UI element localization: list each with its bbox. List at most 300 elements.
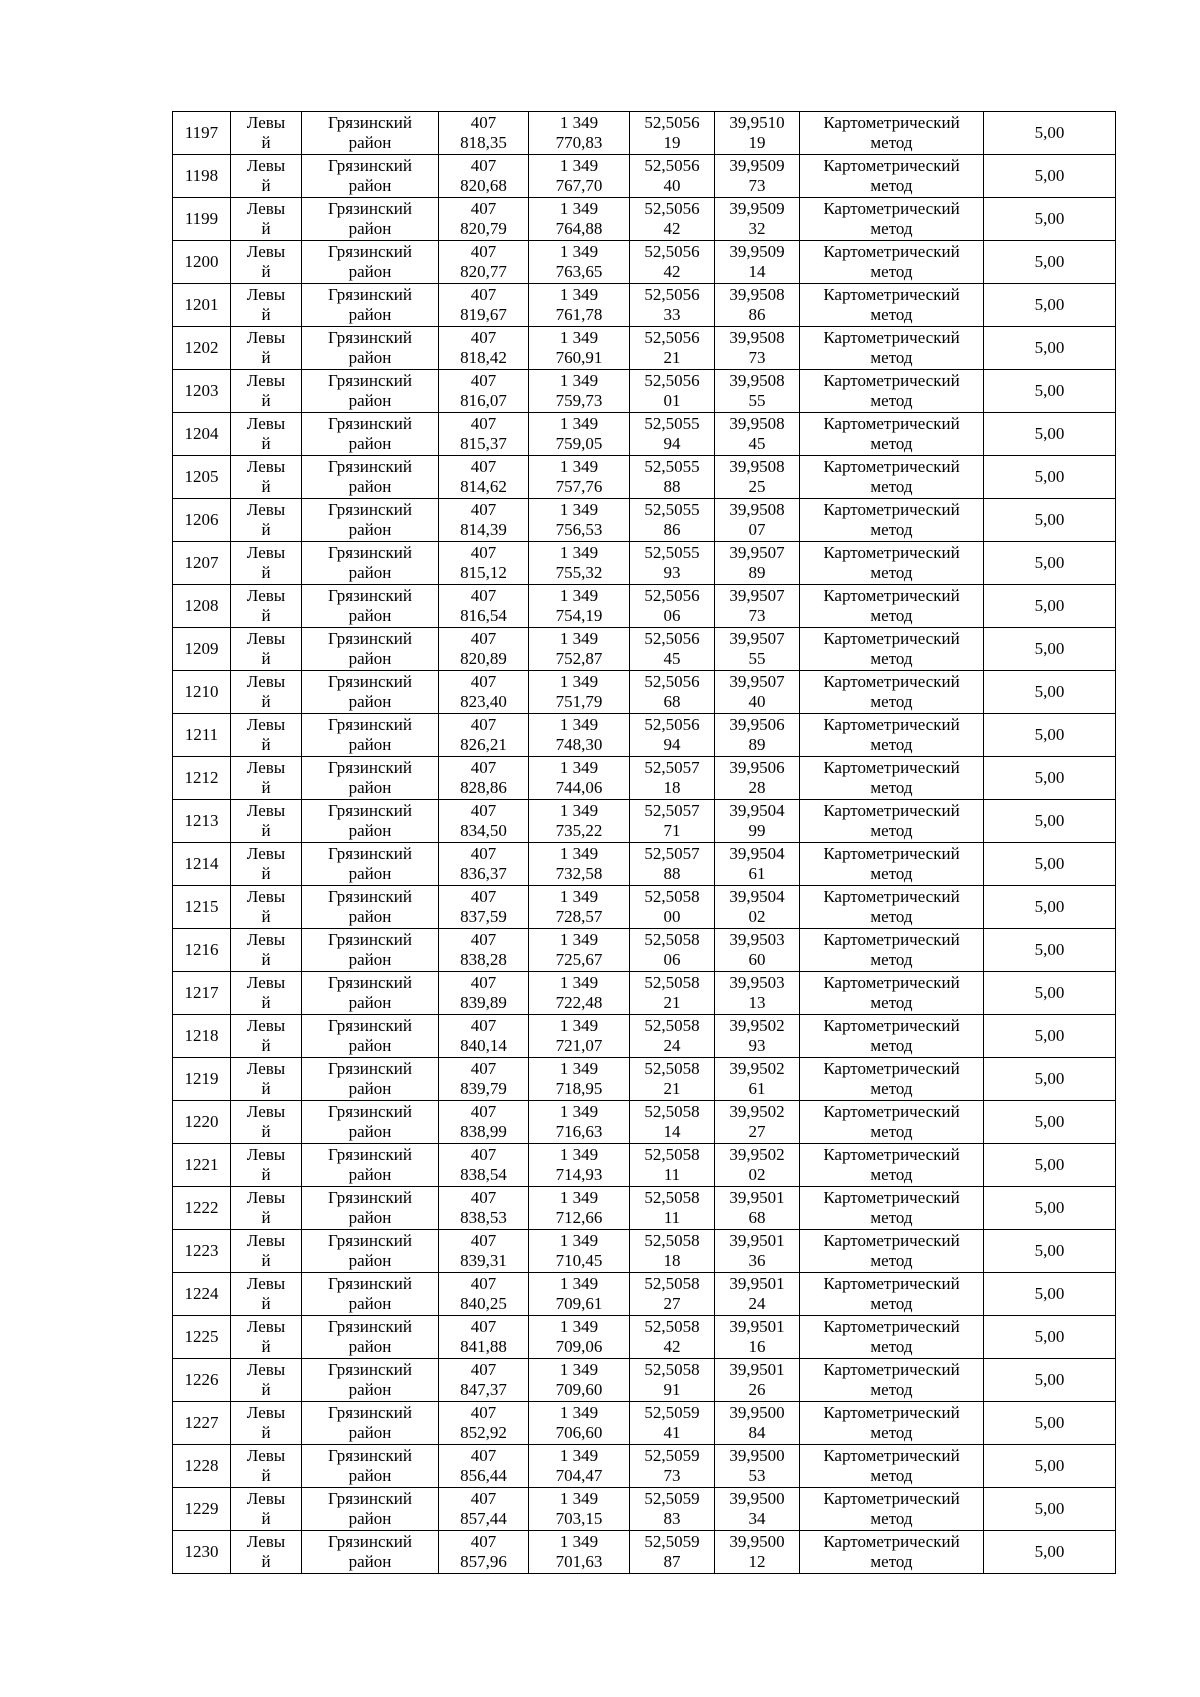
longitude-cell-line: 39,9501 — [729, 1274, 785, 1293]
longitude-cell-line: 86 — [748, 305, 766, 324]
longitude-cell — [715, 542, 800, 585]
longitude-cell — [715, 1101, 800, 1144]
x-coordinate-cell-line: 407 — [470, 1059, 497, 1078]
x-coordinate-cell-line: 407 — [470, 629, 497, 648]
longitude-cell-line: 02 — [748, 907, 766, 926]
x-coordinate-cell — [439, 1187, 529, 1230]
latitude-cell-line: 71 — [663, 821, 681, 840]
x-coordinate-cell — [439, 1402, 529, 1445]
longitude-cell-line: 68 — [748, 1208, 766, 1227]
y-coordinate-cell — [529, 413, 630, 456]
district-cell-line: район — [348, 133, 392, 152]
longitude-cell — [715, 241, 800, 284]
latitude-cell-line: 14 — [663, 1122, 681, 1141]
latitude-cell-line: 52,5056 — [644, 715, 700, 734]
y-coordinate-cell — [529, 886, 630, 929]
x-coordinate-cell-line: 407 — [470, 801, 497, 820]
x-coordinate-cell — [439, 929, 529, 972]
y-coordinate-cell-line: 1 349 — [559, 844, 599, 863]
y-coordinate-cell-line: 703,15 — [555, 1509, 603, 1528]
x-coordinate-cell — [439, 1015, 529, 1058]
latitude-cell-line: 87 — [663, 1552, 681, 1571]
method-cell-line: Картометрический — [823, 1403, 960, 1422]
bank-side-cell-line: Левы — [246, 1489, 286, 1508]
y-coordinate-cell-line: 709,60 — [555, 1380, 603, 1399]
latitude-cell-line: 52,5055 — [644, 543, 700, 562]
y-coordinate-cell — [529, 1187, 630, 1230]
x-coordinate-cell — [439, 714, 529, 757]
method-cell-line: метод — [870, 348, 913, 367]
method-cell-line: Картометрический — [823, 285, 960, 304]
x-coordinate-cell — [439, 972, 529, 1015]
x-coordinate-cell-line: 820,89 — [460, 649, 507, 668]
point-number-cell: 1217 — [173, 972, 231, 1015]
table-row — [173, 585, 1116, 628]
accuracy-cell: 5,00 — [984, 1316, 1116, 1359]
method-cell — [800, 671, 984, 714]
method-cell — [800, 1531, 984, 1574]
point-number-cell: 1209 — [173, 628, 231, 671]
x-coordinate-cell-line: 856,44 — [460, 1466, 507, 1485]
longitude-cell-line: 55 — [748, 649, 766, 668]
district-cell — [302, 1445, 439, 1488]
y-coordinate-cell-line: 1 349 — [559, 371, 599, 390]
district-cell-line: Грязинский — [328, 930, 412, 949]
method-cell-line: Картометрический — [823, 1489, 960, 1508]
y-coordinate-cell-line: 755,32 — [555, 563, 603, 582]
method-cell-line: метод — [870, 950, 913, 969]
bank-side-cell-line: Левы — [246, 1403, 286, 1422]
method-cell-line: метод — [870, 1552, 913, 1571]
method-cell-line: метод — [870, 1423, 913, 1442]
bank-side-cell-line: Левы — [246, 113, 286, 132]
longitude-cell-line: 39,9508 — [729, 500, 785, 519]
accuracy-cell: 5,00 — [984, 542, 1116, 585]
longitude-cell-line: 34 — [748, 1509, 766, 1528]
latitude-cell — [630, 1230, 715, 1273]
latitude-cell-line: 52,5058 — [644, 1145, 700, 1164]
method-cell-line: Картометрический — [823, 586, 960, 605]
longitude-cell-line: 13 — [748, 993, 766, 1012]
x-coordinate-cell — [439, 1531, 529, 1574]
bank-side-cell — [231, 972, 302, 1015]
table-row — [173, 155, 1116, 198]
district-cell-line: Грязинский — [328, 371, 412, 390]
accuracy-cell: 5,00 — [984, 1101, 1116, 1144]
table-row — [173, 327, 1116, 370]
longitude-cell — [715, 198, 800, 241]
y-coordinate-cell-line: 761,78 — [555, 305, 603, 324]
method-cell — [800, 628, 984, 671]
latitude-cell-line: 27 — [663, 1294, 681, 1313]
y-coordinate-cell-line: 1 349 — [559, 930, 599, 949]
longitude-cell-line: 24 — [748, 1294, 766, 1313]
district-cell — [302, 413, 439, 456]
latitude-cell-line: 88 — [663, 477, 681, 496]
accuracy-cell: 5,00 — [984, 714, 1116, 757]
table-row — [173, 413, 1116, 456]
accuracy-cell: 5,00 — [984, 585, 1116, 628]
latitude-cell-line: 68 — [663, 692, 681, 711]
accuracy-cell: 5,00 — [984, 284, 1116, 327]
x-coordinate-cell-line: 407 — [470, 973, 497, 992]
longitude-cell-line: 12 — [748, 1552, 766, 1571]
point-number-cell: 1214 — [173, 843, 231, 886]
bank-side-cell-line: й — [261, 864, 271, 883]
district-cell — [302, 628, 439, 671]
accuracy-cell: 5,00 — [984, 456, 1116, 499]
district-cell-line: район — [348, 735, 392, 754]
latitude-cell — [630, 1445, 715, 1488]
y-coordinate-cell — [529, 800, 630, 843]
x-coordinate-cell-line: 407 — [470, 1145, 497, 1164]
district-cell-line: Грязинский — [328, 113, 412, 132]
bank-side-cell-line: Левы — [246, 930, 286, 949]
method-cell-line: Картометрический — [823, 672, 960, 691]
x-coordinate-cell-line: 840,14 — [460, 1036, 507, 1055]
longitude-cell — [715, 1015, 800, 1058]
x-coordinate-cell-line: 407 — [470, 156, 497, 175]
district-cell-line: Грязинский — [328, 199, 412, 218]
x-coordinate-cell-line: 838,99 — [460, 1122, 507, 1141]
x-coordinate-cell-line: 839,79 — [460, 1079, 507, 1098]
x-coordinate-cell-line: 834,50 — [460, 821, 507, 840]
longitude-cell-line: 39,9508 — [729, 328, 785, 347]
bank-side-cell-line: й — [261, 563, 271, 582]
latitude-cell — [630, 112, 715, 155]
latitude-cell-line: 06 — [663, 950, 681, 969]
longitude-cell-line: 45 — [748, 434, 766, 453]
y-coordinate-cell-line: 1 349 — [559, 1360, 599, 1379]
latitude-cell-line: 52,5057 — [644, 758, 700, 777]
district-cell-line: Грязинский — [328, 1274, 412, 1293]
method-cell-line: Картометрический — [823, 328, 960, 347]
longitude-cell — [715, 800, 800, 843]
y-coordinate-cell-line: 1 349 — [559, 1059, 599, 1078]
point-number-cell: 1200 — [173, 241, 231, 284]
method-cell-line: метод — [870, 1122, 913, 1141]
method-cell — [800, 1230, 984, 1273]
longitude-cell — [715, 327, 800, 370]
district-cell-line: район — [348, 262, 392, 281]
latitude-cell — [630, 542, 715, 585]
point-number-cell: 1223 — [173, 1230, 231, 1273]
district-cell-line: район — [348, 1294, 392, 1313]
x-coordinate-cell-line: 407 — [470, 199, 497, 218]
y-coordinate-cell-line: 752,87 — [555, 649, 603, 668]
y-coordinate-cell — [529, 929, 630, 972]
bank-side-cell — [231, 499, 302, 542]
y-coordinate-cell-line: 748,30 — [555, 735, 603, 754]
y-coordinate-cell-line: 1 349 — [559, 1188, 599, 1207]
bank-side-cell-line: Левы — [246, 285, 286, 304]
x-coordinate-cell-line: 407 — [470, 1317, 497, 1336]
x-coordinate-cell-line: 836,37 — [460, 864, 507, 883]
y-coordinate-cell — [529, 370, 630, 413]
table-row — [173, 1273, 1116, 1316]
latitude-cell-line: 45 — [663, 649, 681, 668]
district-cell-line: район — [348, 821, 392, 840]
district-cell-line: Грязинский — [328, 586, 412, 605]
longitude-cell-line: 19 — [748, 133, 766, 152]
point-number-cell: 1197 — [173, 112, 231, 155]
longitude-cell — [715, 1230, 800, 1273]
method-cell-line: метод — [870, 434, 913, 453]
point-number-cell: 1225 — [173, 1316, 231, 1359]
method-cell-line: Картометрический — [823, 1317, 960, 1336]
table-row — [173, 757, 1116, 800]
x-coordinate-cell-line: 407 — [470, 1188, 497, 1207]
method-cell-line: Картометрический — [823, 543, 960, 562]
longitude-cell-line: 53 — [748, 1466, 766, 1485]
y-coordinate-cell — [529, 628, 630, 671]
longitude-cell-line: 39,9500 — [729, 1403, 785, 1422]
district-cell-line: Грязинский — [328, 414, 412, 433]
x-coordinate-cell — [439, 241, 529, 284]
method-cell-line: метод — [870, 1079, 913, 1098]
bank-side-cell-line: Левы — [246, 1317, 286, 1336]
accuracy-cell: 5,00 — [984, 1058, 1116, 1101]
district-cell — [302, 284, 439, 327]
method-cell — [800, 198, 984, 241]
bank-side-cell-line: й — [261, 1509, 271, 1528]
x-coordinate-cell-line: 814,62 — [460, 477, 507, 496]
method-cell-line: Картометрический — [823, 801, 960, 820]
y-coordinate-cell-line: 757,76 — [555, 477, 603, 496]
district-cell — [302, 198, 439, 241]
method-cell-line: метод — [870, 1337, 913, 1356]
table-row — [173, 1488, 1116, 1531]
y-coordinate-cell-line: 1 349 — [559, 1231, 599, 1250]
longitude-cell-line: 16 — [748, 1337, 766, 1356]
bank-side-cell-line: й — [261, 778, 271, 797]
method-cell — [800, 1101, 984, 1144]
district-cell — [302, 155, 439, 198]
district-cell-line: Грязинский — [328, 758, 412, 777]
district-cell-line: район — [348, 1165, 392, 1184]
longitude-cell-line: 39,9509 — [729, 242, 785, 261]
method-cell — [800, 327, 984, 370]
y-coordinate-cell-line: 1 349 — [559, 1145, 599, 1164]
bank-side-cell-line: Левы — [246, 715, 286, 734]
x-coordinate-cell — [439, 198, 529, 241]
latitude-cell — [630, 671, 715, 714]
x-coordinate-cell-line: 823,40 — [460, 692, 507, 711]
latitude-cell-line: 42 — [663, 219, 681, 238]
x-coordinate-cell — [439, 800, 529, 843]
latitude-cell — [630, 1144, 715, 1187]
longitude-cell — [715, 714, 800, 757]
district-cell — [302, 843, 439, 886]
point-number-cell: 1199 — [173, 198, 231, 241]
district-cell-line: район — [348, 606, 392, 625]
longitude-cell-line: 39,9506 — [729, 758, 785, 777]
y-coordinate-cell — [529, 112, 630, 155]
y-coordinate-cell-line: 721,07 — [555, 1036, 603, 1055]
longitude-cell — [715, 413, 800, 456]
table-row — [173, 241, 1116, 284]
bank-side-cell-line: й — [261, 907, 271, 926]
latitude-cell — [630, 1058, 715, 1101]
y-coordinate-cell-line: 767,70 — [555, 176, 603, 195]
latitude-cell-line: 21 — [663, 1079, 681, 1098]
accuracy-cell: 5,00 — [984, 155, 1116, 198]
bank-side-cell-line: й — [261, 348, 271, 367]
bank-side-cell — [231, 585, 302, 628]
accuracy-cell: 5,00 — [984, 1230, 1116, 1273]
bank-side-cell-line: Левы — [246, 242, 286, 261]
bank-side-cell-line: Левы — [246, 1360, 286, 1379]
x-coordinate-cell-line: 407 — [470, 500, 497, 519]
accuracy-cell: 5,00 — [984, 499, 1116, 542]
x-coordinate-cell — [439, 1488, 529, 1531]
longitude-cell-line: 39,9502 — [729, 1102, 785, 1121]
y-coordinate-cell-line: 712,66 — [555, 1208, 603, 1227]
latitude-cell-line: 01 — [663, 391, 681, 410]
x-coordinate-cell-line: 820,68 — [460, 176, 507, 195]
y-coordinate-cell — [529, 241, 630, 284]
district-cell-line: район — [348, 950, 392, 969]
district-cell-line: Грязинский — [328, 1188, 412, 1207]
method-cell — [800, 241, 984, 284]
y-coordinate-cell-line: 706,60 — [555, 1423, 603, 1442]
bank-side-cell-line: Левы — [246, 1188, 286, 1207]
district-cell-line: Грязинский — [328, 156, 412, 175]
x-coordinate-cell-line: 407 — [470, 285, 497, 304]
x-coordinate-cell-line: 841,88 — [460, 1337, 507, 1356]
table-row — [173, 843, 1116, 886]
method-cell-line: Картометрический — [823, 414, 960, 433]
bank-side-cell — [231, 112, 302, 155]
point-number-cell: 1208 — [173, 585, 231, 628]
latitude-cell-line: 19 — [663, 133, 681, 152]
longitude-cell-line: 60 — [748, 950, 766, 969]
method-cell-line: Картометрический — [823, 1188, 960, 1207]
district-cell-line: район — [348, 305, 392, 324]
y-coordinate-cell — [529, 327, 630, 370]
bank-side-cell — [231, 1445, 302, 1488]
district-cell — [302, 1402, 439, 1445]
x-coordinate-cell-line: 820,79 — [460, 219, 507, 238]
district-cell-line: Грязинский — [328, 1446, 412, 1465]
y-coordinate-cell — [529, 757, 630, 800]
longitude-cell-line: 99 — [748, 821, 766, 840]
district-cell-line: Грязинский — [328, 715, 412, 734]
x-coordinate-cell-line: 407 — [470, 1016, 497, 1035]
latitude-cell-line: 52,5058 — [644, 1317, 700, 1336]
district-cell — [302, 886, 439, 929]
district-cell-line: Грязинский — [328, 543, 412, 562]
y-coordinate-cell-line: 1 349 — [559, 1274, 599, 1293]
bank-side-cell-line: й — [261, 391, 271, 410]
district-cell-line: район — [348, 520, 392, 539]
x-coordinate-cell — [439, 628, 529, 671]
bank-side-cell-line: й — [261, 649, 271, 668]
x-coordinate-cell — [439, 1359, 529, 1402]
bank-side-cell — [231, 757, 302, 800]
x-coordinate-cell — [439, 1144, 529, 1187]
latitude-cell — [630, 456, 715, 499]
y-coordinate-cell — [529, 1273, 630, 1316]
district-cell — [302, 1058, 439, 1101]
longitude-cell-line: 39,9504 — [729, 801, 785, 820]
district-cell-line: район — [348, 864, 392, 883]
district-cell — [302, 1273, 439, 1316]
y-coordinate-cell — [529, 456, 630, 499]
method-cell — [800, 843, 984, 886]
method-cell-line: метод — [870, 606, 913, 625]
bank-side-cell-line: Левы — [246, 543, 286, 562]
method-cell — [800, 112, 984, 155]
table-row — [173, 1402, 1116, 1445]
table-row — [173, 1144, 1116, 1187]
longitude-cell — [715, 1531, 800, 1574]
bank-side-cell — [231, 929, 302, 972]
district-cell-line: Грязинский — [328, 1532, 412, 1551]
longitude-cell-line: 73 — [748, 176, 766, 195]
latitude-cell-line: 52,5058 — [644, 973, 700, 992]
method-cell-line: метод — [870, 692, 913, 711]
bank-side-cell-line: й — [261, 219, 271, 238]
district-cell-line: район — [348, 1251, 392, 1270]
table-row — [173, 499, 1116, 542]
y-coordinate-cell-line: 760,91 — [555, 348, 603, 367]
x-coordinate-cell — [439, 757, 529, 800]
bank-side-cell — [231, 843, 302, 886]
x-coordinate-cell-line: 816,07 — [460, 391, 507, 410]
district-cell-line: район — [348, 563, 392, 582]
x-coordinate-cell — [439, 1445, 529, 1488]
x-coordinate-cell-line: 826,21 — [460, 735, 507, 754]
latitude-cell — [630, 628, 715, 671]
method-cell-line: Картометрический — [823, 1102, 960, 1121]
x-coordinate-cell-line: 407 — [470, 586, 497, 605]
x-coordinate-cell-line: 818,35 — [460, 133, 507, 152]
bank-side-cell-line: Левы — [246, 844, 286, 863]
x-coordinate-cell-line: 816,54 — [460, 606, 507, 625]
latitude-cell-line: 41 — [663, 1423, 681, 1442]
bank-side-cell-line: й — [261, 606, 271, 625]
longitude-cell — [715, 628, 800, 671]
point-number-cell: 1206 — [173, 499, 231, 542]
method-cell-line: Картометрический — [823, 1145, 960, 1164]
y-coordinate-cell-line: 710,45 — [555, 1251, 603, 1270]
latitude-cell-line: 94 — [663, 735, 681, 754]
longitude-cell-line: 39,9502 — [729, 1016, 785, 1035]
method-cell-line: Картометрический — [823, 1016, 960, 1035]
longitude-cell-line: 39,9502 — [729, 1145, 785, 1164]
x-coordinate-cell-line: 838,54 — [460, 1165, 507, 1184]
district-cell-line: Грязинский — [328, 1102, 412, 1121]
longitude-cell — [715, 1187, 800, 1230]
latitude-cell — [630, 413, 715, 456]
latitude-cell — [630, 886, 715, 929]
x-coordinate-cell-line: 407 — [470, 715, 497, 734]
method-cell-line: Картометрический — [823, 500, 960, 519]
y-coordinate-cell-line: 1 349 — [559, 629, 599, 648]
bank-side-cell — [231, 1101, 302, 1144]
latitude-cell — [630, 843, 715, 886]
bank-side-cell — [231, 1531, 302, 1574]
x-coordinate-cell-line: 407 — [470, 1489, 497, 1508]
accuracy-cell: 5,00 — [984, 1144, 1116, 1187]
district-cell-line: район — [348, 1337, 392, 1356]
district-cell-line: Грязинский — [328, 500, 412, 519]
district-cell-line: Грязинский — [328, 844, 412, 863]
longitude-cell — [715, 843, 800, 886]
accuracy-cell: 5,00 — [984, 757, 1116, 800]
method-cell-line: Картометрический — [823, 371, 960, 390]
